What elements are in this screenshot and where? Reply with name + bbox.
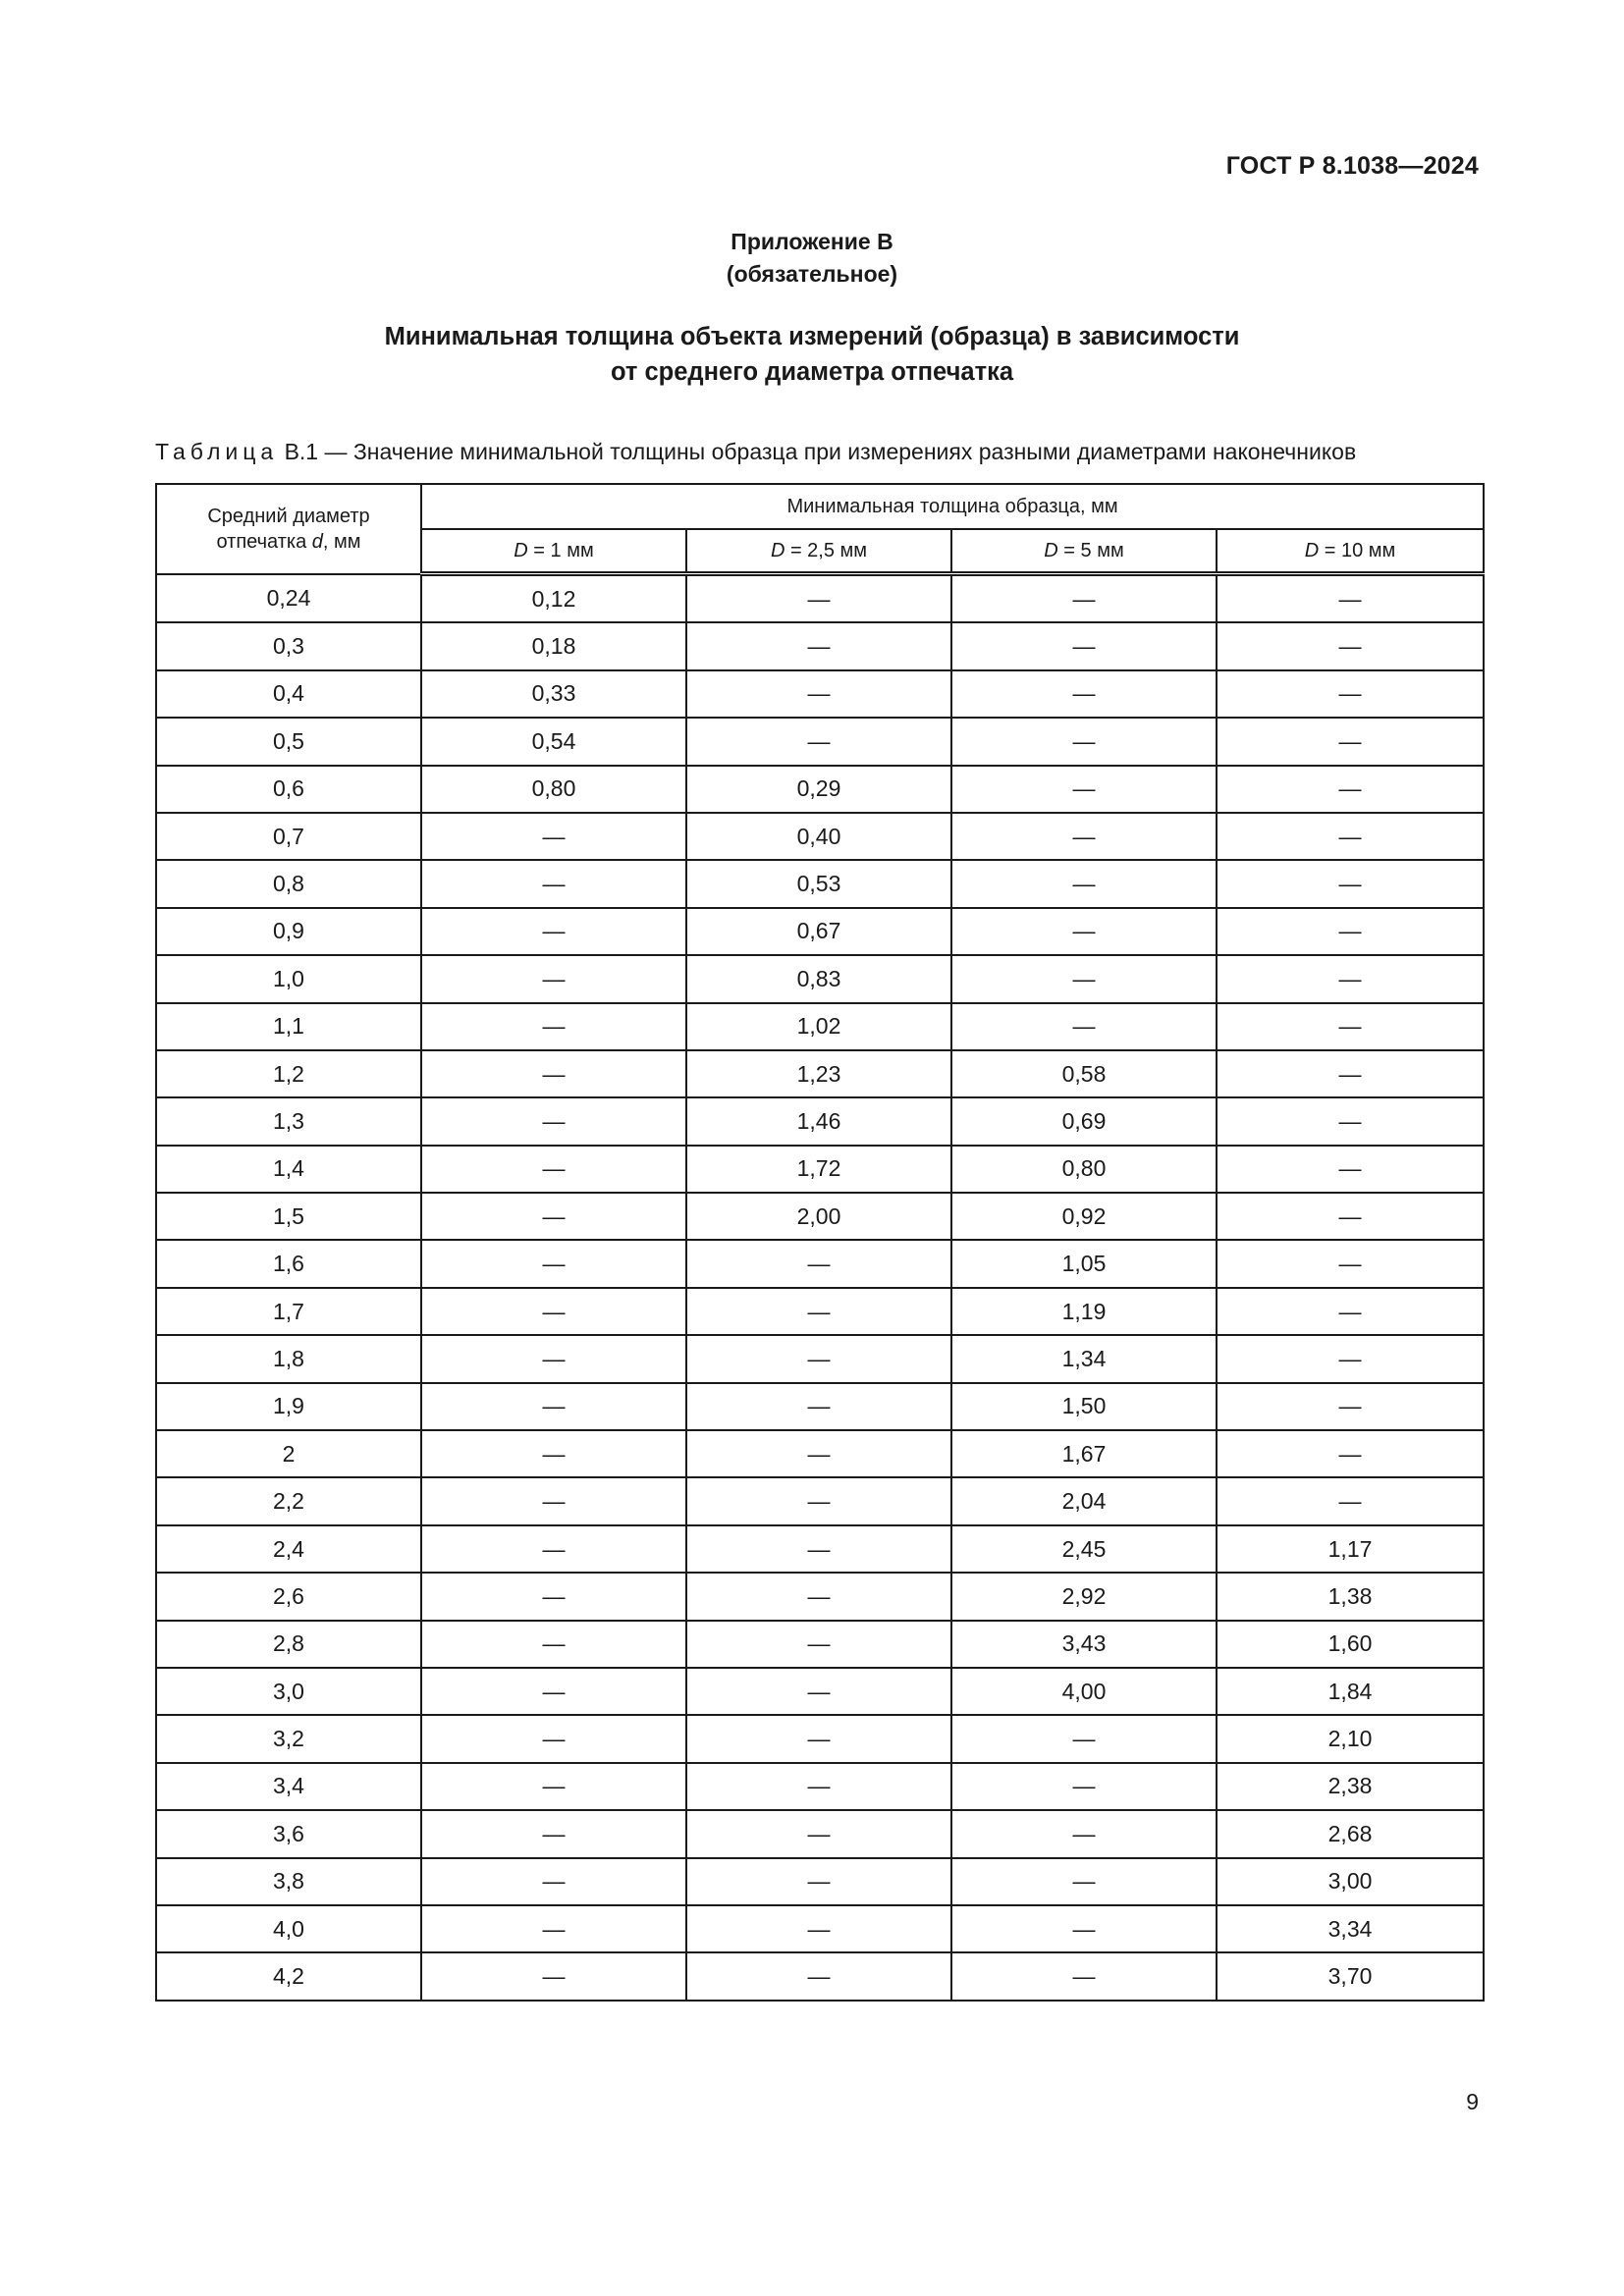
thickness-cell: — <box>686 1621 951 1668</box>
thickness-cell: — <box>1217 1097 1484 1145</box>
diameter-cell: 2,4 <box>156 1525 421 1573</box>
thickness-cell: 0,40 <box>686 813 951 860</box>
diameter-cell: 1,9 <box>156 1383 421 1430</box>
table-row <box>156 1003 1484 1050</box>
table-caption <box>155 439 1490 465</box>
thickness-cell: — <box>951 670 1217 718</box>
thickness-cell: — <box>421 813 686 860</box>
thickness-cell: 0,58 <box>951 1050 1217 1097</box>
thickness-cell: — <box>1217 1430 1484 1477</box>
column-header-d10 <box>1217 529 1484 574</box>
thickness-cell: 0,80 <box>951 1146 1217 1193</box>
thickness-cell: 1,72 <box>686 1146 951 1193</box>
thickness-cell: 2,10 <box>1217 1715 1484 1762</box>
diameter-cell: 0,4 <box>156 670 421 718</box>
thickness-cell: 4,00 <box>951 1668 1217 1715</box>
thickness-cell: 0,53 <box>686 860 951 907</box>
page-number: 9 <box>1466 2089 1479 2114</box>
thickness-cell: — <box>686 1573 951 1620</box>
diameter-cell: 0,6 <box>156 766 421 813</box>
thickness-cell: — <box>686 1763 951 1810</box>
thickness-cell: — <box>1217 1240 1484 1287</box>
diameter-cell: 1,1 <box>156 1003 421 1050</box>
thickness-cell: — <box>1217 1193 1484 1240</box>
thickness-cell: — <box>421 1763 686 1810</box>
thickness-cell: — <box>421 1573 686 1620</box>
thickness-cell: 2,04 <box>951 1477 1217 1524</box>
thickness-cell: — <box>686 622 951 669</box>
diameter-cell: 0,8 <box>156 860 421 907</box>
thickness-cell: — <box>421 1003 686 1050</box>
thickness-cell: 3,34 <box>1217 1905 1484 1952</box>
table-caption-prefix: Таблица <box>155 439 279 464</box>
table-row <box>156 1573 1484 1620</box>
column-header-d10-rest: = 10 мм <box>1319 539 1396 561</box>
column-header-d5-var: D <box>1044 539 1058 561</box>
diameter-cell: 3,8 <box>156 1858 421 1905</box>
thickness-cell: — <box>1217 1146 1484 1193</box>
diameter-cell: 1,6 <box>156 1240 421 1287</box>
thickness-cell: — <box>421 1858 686 1905</box>
thickness-cell: — <box>951 1858 1217 1905</box>
annex-title: Приложение В <box>731 229 893 254</box>
thickness-cell: — <box>1217 574 1484 623</box>
column-header-d2-5 <box>686 529 951 574</box>
thickness-cell: — <box>686 1905 951 1952</box>
thickness-cell: 1,02 <box>686 1003 951 1050</box>
column-header-diameter-line2a: отпечатка <box>216 530 312 553</box>
column-header-d2-5-var: D <box>770 539 785 561</box>
table-body <box>156 574 1484 2001</box>
thickness-cell: — <box>686 1715 951 1762</box>
thickness-cell: 0,83 <box>686 955 951 1002</box>
heading-line-1: Минимальная толщина объекта измерений (образца) в зависимости <box>384 323 1240 350</box>
diameter-cell: 2 <box>156 1430 421 1477</box>
thickness-cell: 2,38 <box>1217 1763 1484 1810</box>
thickness-cell: 2,45 <box>951 1525 1217 1573</box>
thickness-cell: — <box>421 908 686 955</box>
thickness-cell: — <box>951 813 1217 860</box>
thickness-cell: 0,12 <box>421 574 686 623</box>
column-group-header: Минимальная толщина образца, мм <box>421 484 1484 529</box>
diameter-cell: 0,3 <box>156 622 421 669</box>
thickness-cell: — <box>1217 766 1484 813</box>
thickness-cell: 1,38 <box>1217 1573 1484 1620</box>
table-row <box>156 622 1484 669</box>
table-row <box>156 908 1484 955</box>
thickness-cell: — <box>421 1193 686 1240</box>
thickness-cell: — <box>686 1335 951 1382</box>
thickness-cell: 0,54 <box>421 718 686 765</box>
column-header-diameter <box>156 484 421 574</box>
thickness-cell: 0,69 <box>951 1097 1217 1145</box>
thickness-cell: — <box>1217 908 1484 955</box>
table-header <box>156 484 1484 574</box>
table-row <box>156 1430 1484 1477</box>
column-header-d5-rest: = 5 мм <box>1057 539 1124 561</box>
table-row <box>156 1905 1484 1952</box>
thickness-cell: — <box>686 1952 951 2000</box>
thickness-cell: — <box>421 1715 686 1762</box>
table-row <box>156 1525 1484 1573</box>
thickness-cell: — <box>1217 1335 1484 1382</box>
thickness-cell: — <box>421 1050 686 1097</box>
thickness-cell: — <box>951 718 1217 765</box>
thickness-cell: — <box>1217 1003 1484 1050</box>
diameter-cell: 0,7 <box>156 813 421 860</box>
thickness-cell: 1,34 <box>951 1335 1217 1382</box>
thickness-cell: — <box>686 1240 951 1287</box>
thickness-cell: — <box>686 1477 951 1524</box>
diameter-cell: 1,8 <box>156 1335 421 1382</box>
thickness-cell: — <box>1217 813 1484 860</box>
thickness-cell: — <box>951 1952 1217 2000</box>
diameter-cell: 1,7 <box>156 1288 421 1335</box>
thickness-cell: — <box>421 1477 686 1524</box>
column-header-diameter-line1: Средний диаметр <box>207 505 370 527</box>
thickness-cell: — <box>421 1952 686 2000</box>
column-header-d5 <box>951 529 1217 574</box>
table-row <box>156 1715 1484 1762</box>
table-caption-text: В.1 — Значение минимальной толщины образца при измерениях разными диаметрами наконечников <box>278 439 1357 464</box>
thickness-cell: — <box>1217 670 1484 718</box>
thickness-cell: — <box>951 908 1217 955</box>
thickness-cell: — <box>421 1621 686 1668</box>
thickness-cell: — <box>1217 1477 1484 1524</box>
thickness-cell: — <box>951 1810 1217 1857</box>
diameter-cell: 3,4 <box>156 1763 421 1810</box>
thickness-cell: — <box>421 1525 686 1573</box>
thickness-cell: 0,92 <box>951 1193 1217 1240</box>
thickness-cell: 1,05 <box>951 1240 1217 1287</box>
thickness-cell: — <box>421 1146 686 1193</box>
thickness-cell: — <box>421 1430 686 1477</box>
thickness-cell: — <box>951 766 1217 813</box>
diameter-cell: 0,5 <box>156 718 421 765</box>
table-row <box>156 860 1484 907</box>
thickness-cell: 3,43 <box>951 1621 1217 1668</box>
thickness-cell: — <box>1217 1288 1484 1335</box>
thickness-cell: 0,29 <box>686 766 951 813</box>
thickness-cell: — <box>421 955 686 1002</box>
thickness-table <box>155 483 1485 2002</box>
thickness-cell: — <box>951 1003 1217 1050</box>
table-row <box>156 1810 1484 1857</box>
column-header-diameter-line2b: , мм <box>322 530 361 553</box>
diameter-cell: 1,3 <box>156 1097 421 1145</box>
thickness-cell: — <box>686 1858 951 1905</box>
thickness-cell: 1,60 <box>1217 1621 1484 1668</box>
thickness-cell: 1,46 <box>686 1097 951 1145</box>
thickness-cell: — <box>1217 955 1484 1002</box>
thickness-cell: — <box>951 860 1217 907</box>
diameter-cell: 1,2 <box>156 1050 421 1097</box>
table-row <box>156 766 1484 813</box>
table-row <box>156 1335 1484 1382</box>
thickness-cell: — <box>421 1383 686 1430</box>
thickness-cell: — <box>421 1905 686 1952</box>
diameter-cell: 2,8 <box>156 1621 421 1668</box>
column-header-d1-rest: = 1 мм <box>527 539 594 561</box>
table-row <box>156 955 1484 1002</box>
heading-line-2: от среднего диаметра отпечатка <box>610 358 1014 386</box>
thickness-cell: 0,80 <box>421 766 686 813</box>
table-row <box>156 1668 1484 1715</box>
thickness-cell: — <box>686 1668 951 1715</box>
thickness-cell: — <box>686 1810 951 1857</box>
diameter-cell: 4,0 <box>156 1905 421 1952</box>
table-row <box>156 574 1484 623</box>
thickness-cell: — <box>1217 1383 1484 1430</box>
thickness-cell: 0,67 <box>686 908 951 955</box>
thickness-cell: — <box>686 1525 951 1573</box>
thickness-cell: — <box>421 1240 686 1287</box>
diameter-cell: 2,6 <box>156 1573 421 1620</box>
table-row <box>156 1383 1484 1430</box>
thickness-cell: 1,67 <box>951 1430 1217 1477</box>
column-header-diameter-var: d <box>311 530 323 553</box>
annex-header <box>0 226 1624 291</box>
thickness-cell: — <box>1217 718 1484 765</box>
thickness-cell: — <box>1217 860 1484 907</box>
column-header-d2-5-rest: = 2,5 мм <box>785 539 868 561</box>
table-row <box>156 1621 1484 1668</box>
thickness-cell: — <box>686 1288 951 1335</box>
table-row <box>156 1858 1484 1905</box>
diameter-cell: 4,2 <box>156 1952 421 2000</box>
thickness-cell: 3,70 <box>1217 1952 1484 2000</box>
table-row <box>156 1097 1484 1145</box>
thickness-cell: — <box>951 1905 1217 1952</box>
table-row <box>156 1477 1484 1524</box>
thickness-cell: 2,92 <box>951 1573 1217 1620</box>
thickness-cell: — <box>421 1668 686 1715</box>
thickness-cell: — <box>421 1810 686 1857</box>
table-row <box>156 1952 1484 2000</box>
thickness-cell: 2,68 <box>1217 1810 1484 1857</box>
table-row <box>156 1146 1484 1193</box>
table-row <box>156 718 1484 765</box>
thickness-cell: — <box>421 1097 686 1145</box>
annex-heading <box>0 319 1624 390</box>
diameter-cell: 1,5 <box>156 1193 421 1240</box>
thickness-cell: — <box>1217 622 1484 669</box>
thickness-cell: — <box>686 1383 951 1430</box>
annex-status: (обязательное) <box>726 261 898 287</box>
thickness-cell: — <box>951 955 1217 1002</box>
column-header-d10-var: D <box>1304 539 1320 561</box>
table-row <box>156 670 1484 718</box>
diameter-cell: 3,0 <box>156 1668 421 1715</box>
thickness-cell: — <box>951 574 1217 623</box>
thickness-cell: 1,19 <box>951 1288 1217 1335</box>
thickness-cell: — <box>421 860 686 907</box>
diameter-cell: 3,2 <box>156 1715 421 1762</box>
thickness-cell: — <box>686 1430 951 1477</box>
thickness-cell: — <box>421 1288 686 1335</box>
thickness-cell: — <box>686 718 951 765</box>
diameter-cell: 2,2 <box>156 1477 421 1524</box>
diameter-cell: 0,9 <box>156 908 421 955</box>
thickness-cell: — <box>951 1715 1217 1762</box>
thickness-cell: — <box>1217 1050 1484 1097</box>
thickness-cell: — <box>686 670 951 718</box>
thickness-cell: — <box>421 1335 686 1382</box>
table-row <box>156 813 1484 860</box>
thickness-cell: — <box>951 1763 1217 1810</box>
thickness-cell: 1,50 <box>951 1383 1217 1430</box>
thickness-cell: 1,84 <box>1217 1668 1484 1715</box>
column-header-d1 <box>421 529 686 574</box>
diameter-cell: 1,0 <box>156 955 421 1002</box>
table-row <box>156 1288 1484 1335</box>
table-row <box>156 1763 1484 1810</box>
column-header-d1-var: D <box>514 539 528 561</box>
document-code: ГОСТ Р 8.1038—2024 <box>1225 152 1479 180</box>
table-row <box>156 1050 1484 1097</box>
diameter-cell: 1,4 <box>156 1146 421 1193</box>
thickness-cell: — <box>686 574 951 623</box>
diameter-cell: 0,24 <box>156 574 421 623</box>
table-row <box>156 1193 1484 1240</box>
thickness-cell: 3,00 <box>1217 1858 1484 1905</box>
thickness-cell: — <box>951 622 1217 669</box>
table-row <box>156 1240 1484 1287</box>
diameter-cell: 3,6 <box>156 1810 421 1857</box>
thickness-cell: 2,00 <box>686 1193 951 1240</box>
thickness-cell: 0,33 <box>421 670 686 718</box>
thickness-cell: 1,17 <box>1217 1525 1484 1573</box>
thickness-cell: 0,18 <box>421 622 686 669</box>
thickness-cell: 1,23 <box>686 1050 951 1097</box>
